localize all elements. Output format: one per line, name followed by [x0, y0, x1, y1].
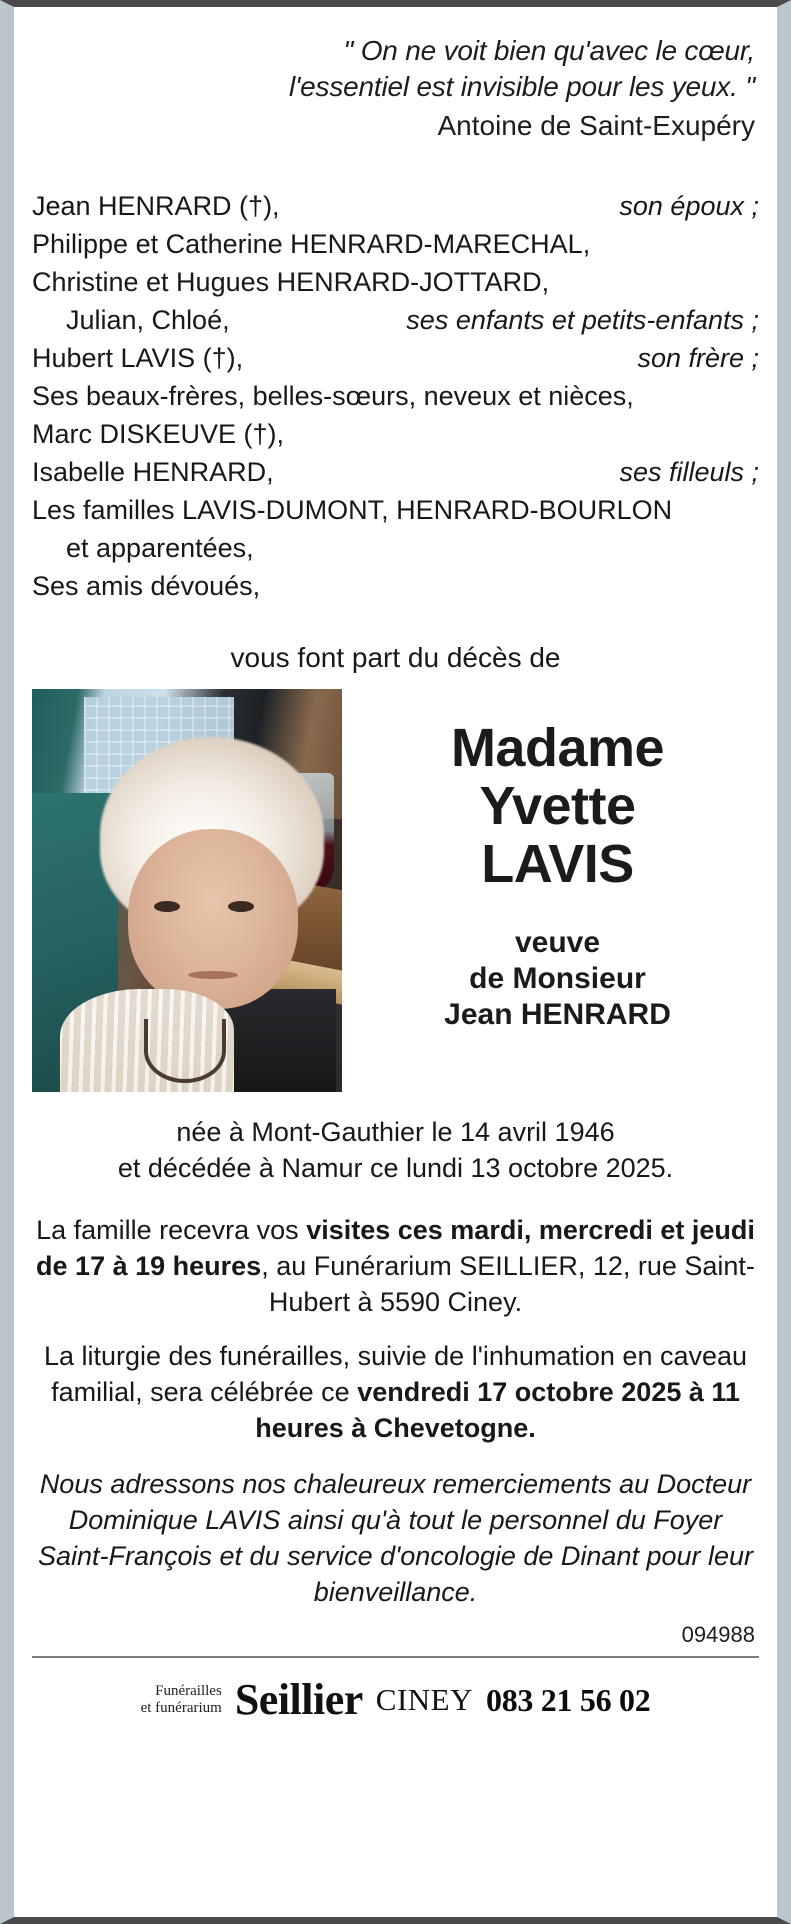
death-line: et décédée à Namur ce lundi 13 octobre 2025. [117, 1153, 674, 1183]
deceased-title: Madame [450, 718, 665, 778]
family-relation: son frère ; [637, 343, 759, 373]
acknowledgement-paragraph: Nous adressons nos chaleureux remerciements au Docteur Dominique LAVIS ainsi qu'à tout le personnel du Foyer Saint-François et du service d'oncologie de Dinant pour leur bienveillance. [37, 1469, 754, 1607]
family-names: Marc DISKEUVE (†), [32, 419, 285, 449]
deceased-first-name: Yvette [479, 776, 636, 836]
family-row [32, 453, 759, 491]
photo-necklace [144, 1019, 226, 1083]
ceremony-details [32, 1212, 759, 1446]
photo-left-eye [154, 901, 180, 912]
epigraph-line-2: l'essentiel est invisible pour les yeux. " [288, 71, 755, 102]
family-row [32, 491, 759, 529]
funeral-home-city: CINEY [375, 1682, 473, 1717]
family-row [32, 529, 759, 567]
visitation-prefix: La famille recevra vos [36, 1215, 307, 1245]
family-names: Julian, Chloé, [66, 305, 230, 335]
family-relation: ses enfants et petits-enfants ; [406, 305, 759, 335]
photo-right-eye [228, 901, 254, 912]
family-row [32, 301, 759, 339]
family-row [32, 339, 759, 377]
widow-line-3: Jean HENRARD [444, 998, 671, 1031]
widow-block [356, 925, 759, 1033]
family-row [32, 225, 759, 263]
photo-mouth [188, 971, 238, 979]
family-row [32, 377, 759, 415]
funeral-home-brand: Seillier [234, 1675, 363, 1724]
life-dates [32, 1114, 759, 1186]
family-row [32, 567, 759, 605]
family-names: Ses amis dévoués, [32, 571, 261, 601]
family-relation: ses filleuls ; [619, 457, 759, 487]
family-names: Philippe et Catherine HENRARD-MARECHAL, [32, 229, 591, 259]
photo-face [128, 829, 298, 1009]
family-relation: son époux ; [619, 191, 759, 221]
service-emphasis: vendredi 17 octobre 2025 à 11 heures à Chevetogne. [255, 1377, 740, 1443]
family-names: et apparentées, [66, 533, 254, 563]
family-row [32, 187, 759, 225]
widow-line-2: de Monsieur [469, 962, 646, 995]
notice-sheet [14, 7, 777, 1917]
epigraph-author: Antoine de Saint-Exupéry [437, 110, 755, 141]
footer-divider [32, 1656, 759, 1658]
family-row [32, 263, 759, 301]
hero-section [32, 689, 759, 1092]
family-names: Hubert LAVIS (†), [32, 343, 244, 373]
family-list [32, 187, 759, 605]
visitation-paragraph [32, 1212, 759, 1320]
family-names: Ses beaux-frères, belles-sœurs, neveux et nièces, [32, 381, 634, 411]
family-names: Isabelle HENRARD, [32, 457, 274, 487]
service-paragraph [32, 1338, 759, 1446]
visitation-suffix: , au Funérarium SEILLIER, 12, rue Saint-Hubert à 5590 Ciney. [261, 1251, 755, 1317]
descriptor-line-1: Funérailles [155, 1683, 222, 1699]
family-names: Les familles LAVIS-DUMONT, HENRARD-BOURLON [32, 495, 673, 525]
family-names: Jean HENRARD (†), [32, 191, 280, 221]
family-names: Christine et Hugues HENRARD-JOTTARD, [32, 267, 550, 297]
widow-line-1: veuve [514, 926, 601, 959]
birth-line: née à Mont-Gauthier le 14 avril 1946 [176, 1117, 615, 1147]
announcement-line: vous font part du décès de [230, 642, 561, 673]
deceased-last-name: LAVIS [481, 834, 634, 894]
descriptor-line-2: et funérarium [140, 1700, 222, 1716]
funeral-home-descriptor [141, 1683, 222, 1717]
visitation-emphasis: visites ces mardi, mercredi et jeudi de 17 à 19 heures [36, 1215, 755, 1281]
family-row [32, 415, 759, 453]
deceased-name-block [342, 689, 759, 1033]
funeral-home-footer [32, 1675, 759, 1724]
service-prefix: La liturgie des funérailles, suivie de l'inhumation en caveau familial, sera célébrée ce [43, 1341, 748, 1407]
epigraph-block [32, 7, 759, 145]
funeral-home-phone: 083 21 56 02 [486, 1681, 651, 1718]
deceased-portrait-photo [32, 689, 342, 1092]
epigraph-line-1: " On ne voit bien qu'avec le cœur, [343, 35, 755, 66]
reference-number: 094988 [681, 1622, 755, 1647]
